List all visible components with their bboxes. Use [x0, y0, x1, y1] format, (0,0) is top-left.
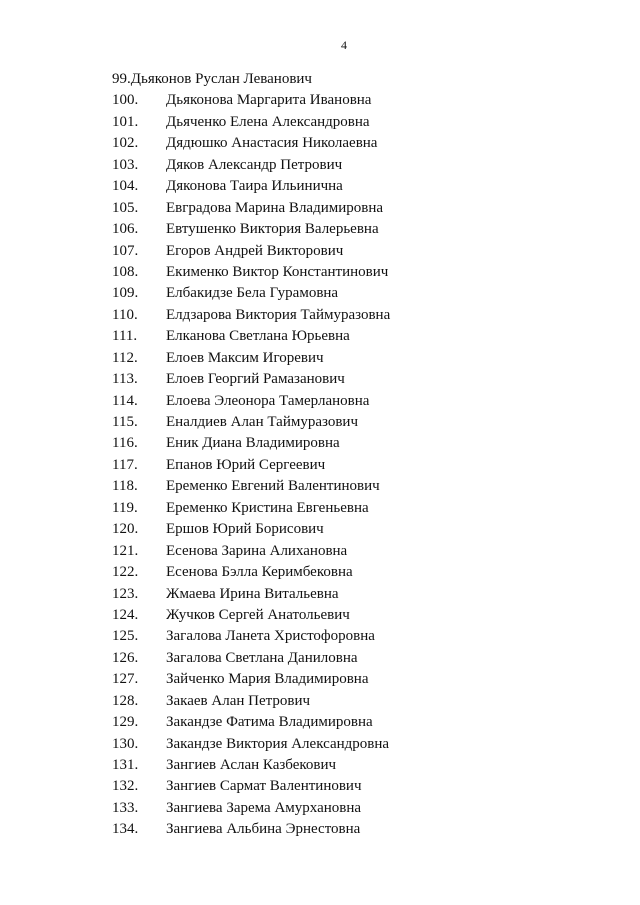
entry-number: 103.: [112, 156, 139, 173]
entry-number: 134.: [112, 821, 139, 838]
entry-number: 112.: [112, 349, 138, 366]
entry-name: Есенова Зарина Алихановна: [166, 542, 348, 559]
entry-number: 115.: [112, 414, 138, 430]
entry-name: Зангиев Аслан Казбекович: [166, 757, 337, 773]
entry-number: 105.: [112, 199, 139, 216]
entry-name: Егоров Андрей Викторович: [166, 242, 344, 259]
entry-name: Елбакидзе Бела Гурамовна: [166, 285, 339, 302]
entry-name: Загалова Ланета Христофоровна: [166, 628, 375, 645]
list-item: [112, 262, 390, 283]
list-item: [112, 412, 390, 433]
entry-number: 110.: [112, 306, 138, 323]
list-item: [112, 626, 390, 647]
entry-number: 120.: [112, 521, 139, 538]
entry-number: 106.: [112, 221, 139, 238]
entry-name: Зангиева Альбина Эрнестовна: [166, 821, 361, 838]
entry-name: Елоева Элеонора Тамерлановна: [166, 392, 370, 409]
entry-name: Зайченко Мария Владимировна: [166, 671, 369, 688]
list-item: [112, 455, 390, 476]
entry-number: 108.: [112, 263, 139, 280]
entry-name: Есенова Бэлла Керимбековна: [166, 564, 353, 581]
list-item: [112, 498, 390, 519]
entry-name: Жучков Сергей Анатольевич: [166, 606, 350, 623]
entry-number: 118.: [112, 478, 138, 495]
list-item: [112, 776, 390, 797]
entry-number: 109.: [112, 285, 139, 302]
entry-number: 127.: [112, 671, 139, 688]
list-item: [112, 283, 390, 304]
entry-number: 117.: [112, 456, 138, 473]
entry-number: 113.: [112, 371, 138, 388]
list-item: [112, 584, 390, 605]
entry-number: 99.: [112, 71, 131, 87]
list-item: [112, 476, 390, 497]
entry-name: Екименко Виктор Константинович: [166, 263, 389, 280]
list-item: [112, 176, 390, 197]
list-item: [112, 112, 390, 133]
list-item: [112, 348, 390, 369]
entry-name: Евтушенко Виктория Валерьевна: [166, 221, 379, 238]
list-item: [112, 755, 390, 776]
list-item: [112, 133, 390, 154]
entry-name: Дьяконов Руслан Леванович: [130, 71, 312, 87]
name-list: [112, 69, 390, 841]
entry-number: 131.: [112, 757, 139, 773]
entry-number: 107.: [112, 242, 139, 259]
entry-name: Дяконова Таира Ильинична: [166, 178, 343, 195]
entry-number: 123.: [112, 585, 139, 602]
entry-number: 132.: [112, 778, 139, 795]
list-item: [112, 648, 390, 669]
list-item: [112, 541, 390, 562]
entry-name: Еременко Евгений Валентинович: [166, 478, 380, 495]
entry-name: Еник Диана Владимировна: [166, 435, 340, 452]
entry-number: 121.: [112, 542, 139, 559]
entry-number: 102.: [112, 135, 139, 152]
entry-name: Евградова Марина Владимировна: [166, 199, 384, 216]
list-item: [112, 90, 390, 111]
page-number: 4: [341, 38, 347, 52]
list-item: [112, 155, 390, 176]
list-item: [112, 241, 390, 262]
entry-name: Елканова Светлана Юрьевна: [166, 328, 350, 345]
entry-name: Закандзе Виктория Александровна: [166, 735, 390, 752]
list-item: [112, 305, 390, 326]
entry-number: 119.: [112, 499, 138, 516]
entry-name: Дядюшко Анастасия Николаевна: [166, 135, 378, 152]
entry-name: Дьяконова Маргарита Ивановна: [166, 92, 372, 109]
entry-name: Закандзе Фатима Владимировна: [166, 714, 373, 731]
entry-number: 125.: [112, 628, 139, 645]
entry-number: 104.: [112, 178, 139, 195]
list-item: [112, 798, 390, 819]
list-item: [112, 369, 390, 390]
list-item: [112, 734, 390, 755]
list-item: [112, 433, 390, 454]
entry-number: 130.: [112, 735, 139, 752]
list-item: [112, 219, 390, 240]
entry-number: 101.: [112, 113, 139, 130]
entry-number: 124.: [112, 606, 139, 623]
list-item: [112, 562, 390, 583]
list-item: [112, 819, 390, 840]
entry-name: Елоев Георгий Рамазанович: [166, 371, 345, 388]
entry-name: Зангиева Зарема Амурхановна: [166, 799, 362, 816]
entry-name: Жмаева Ирина Витальевна: [166, 585, 339, 602]
entry-name: Дяков Александр Петрович: [166, 156, 343, 173]
entry-number: 129.: [112, 714, 139, 731]
entry-name: Епанов Юрий Сергеевич: [166, 456, 326, 473]
entry-number: 126.: [112, 649, 139, 666]
entry-name: Еременко Кристина Евгеньевна: [166, 499, 369, 516]
entry-number: 122.: [112, 564, 139, 581]
list-item: [112, 519, 390, 540]
list-item: [112, 198, 390, 219]
list-item: [112, 326, 390, 347]
entry-number: 116.: [112, 435, 138, 452]
entry-number: 133.: [112, 799, 139, 816]
entry-number: 111.: [112, 328, 138, 345]
entry-name: Елдзарова Виктория Таймуразовна: [166, 306, 391, 323]
list-item: [112, 691, 390, 712]
entry-name: Еналдиев Алан Таймуразович: [166, 414, 358, 430]
entry-name: Дьяченко Елена Александровна: [166, 113, 370, 130]
list-item: [112, 69, 390, 90]
entry-name: Загалова Светлана Даниловна: [166, 649, 358, 666]
entry-name: Закаев Алан Петрович: [166, 692, 311, 709]
entry-name: Елоев Максим Игоревич: [166, 349, 324, 366]
list-item: [112, 669, 390, 690]
entry-number: 100.: [112, 92, 139, 109]
entry-number: 114.: [112, 392, 138, 409]
list-item: [112, 391, 390, 412]
entry-name: Ершов Юрий Борисович: [166, 521, 324, 538]
entry-number: 128.: [112, 692, 139, 709]
list-item: [112, 712, 390, 733]
list-item: [112, 605, 390, 626]
entry-name: Зангиев Сармат Валентинович: [166, 778, 362, 795]
